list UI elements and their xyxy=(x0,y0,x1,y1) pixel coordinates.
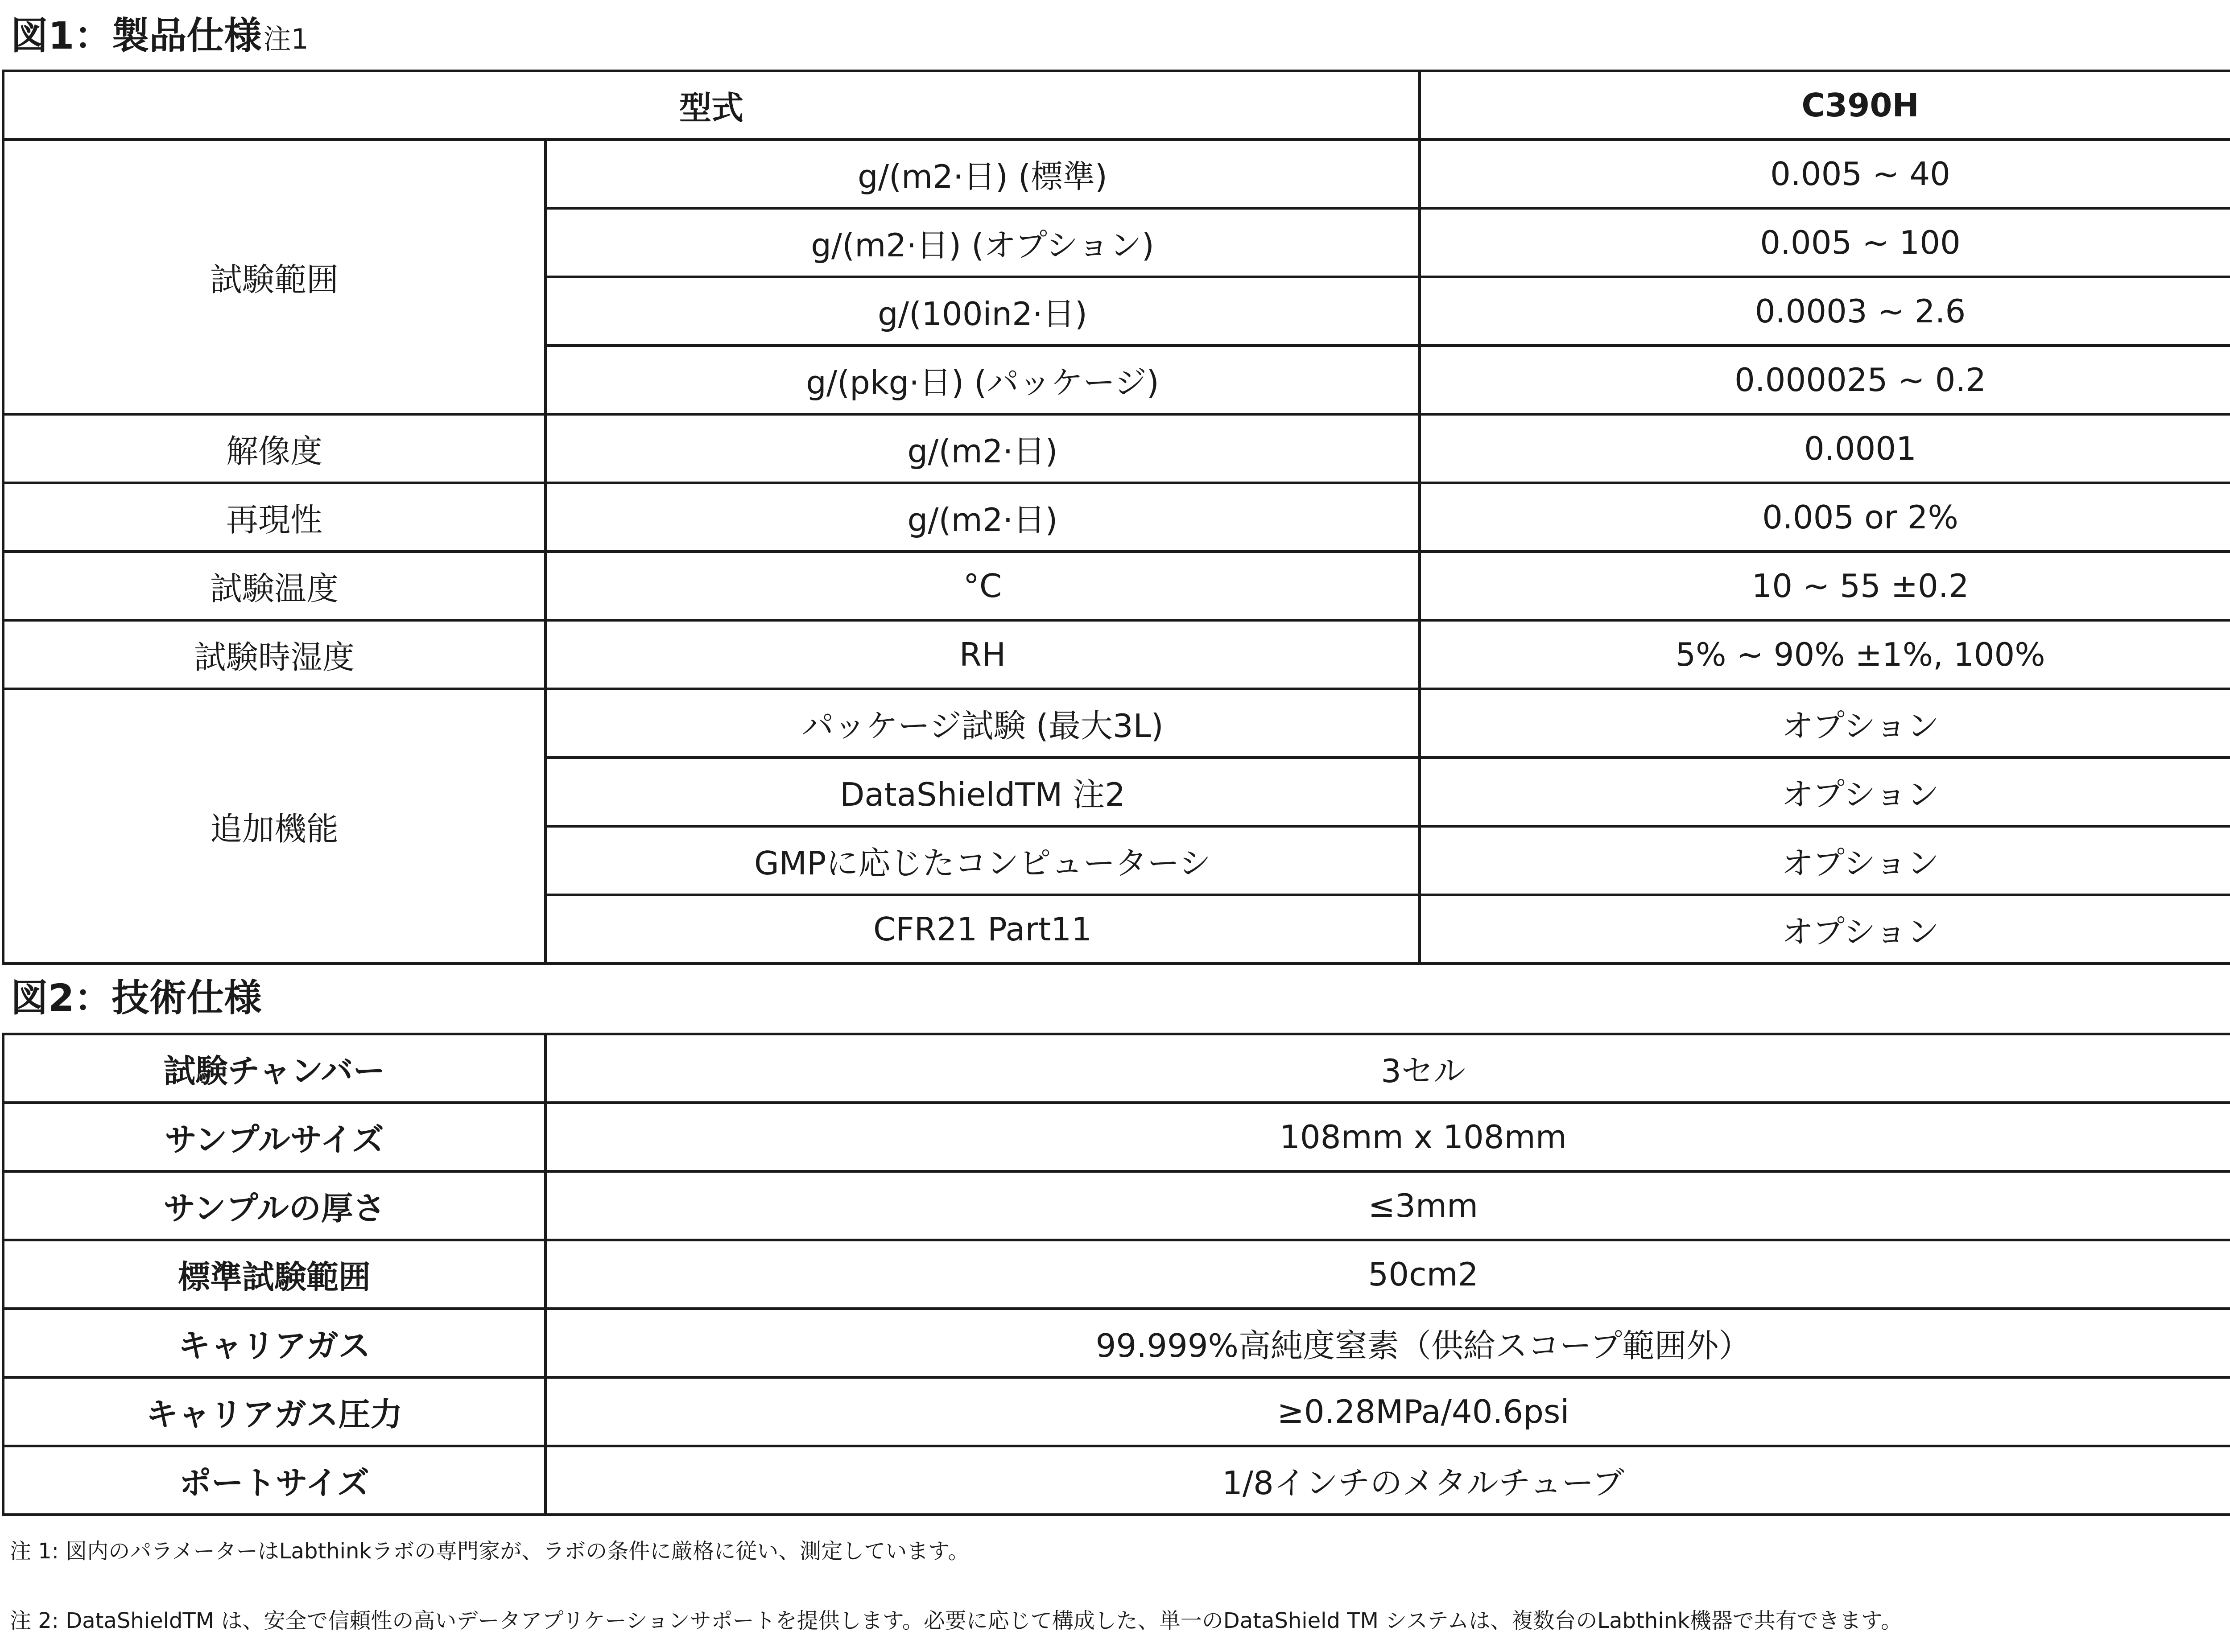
spec-unit: g/(m2·日) xyxy=(545,483,1420,552)
model-label: 型式 xyxy=(3,71,1420,140)
feature-name: CFR21 Part11 xyxy=(545,895,1420,964)
feature-value: オプション xyxy=(1420,758,2230,826)
tech-label: サンプルの厚さ xyxy=(3,1171,545,1240)
footnote-2: 注 2: DataShieldTM は、安全で信頼性の高いデータアプリケーションサポートを提供します。必要に応じて構成した、単一のDataShield TM システムは、複数台のLabthink機器で共有できます。 xyxy=(10,1608,1902,1633)
figure1-title xyxy=(11,14,309,58)
table-row xyxy=(3,1377,2230,1446)
table-row xyxy=(3,552,2230,620)
spec-value: 0.005 or 2% xyxy=(1420,483,2230,552)
table-row xyxy=(3,1309,2230,1377)
tech-value: 108mm x 108mm xyxy=(545,1103,2230,1171)
product-spec-table xyxy=(2,70,2230,965)
footnote-1: 注 1: 図内のパラメーターはLabthinkラボの専門家が、ラボの条件に厳格に従い、測定しています。 xyxy=(10,1539,970,1564)
tech-label: ポートサイズ xyxy=(3,1446,545,1515)
spec-label: 試験時湿度 xyxy=(3,620,545,689)
feature-value: オプション xyxy=(1420,689,2230,758)
tech-value: ≥0.28MPa/40.6psi xyxy=(545,1377,2230,1446)
table-row xyxy=(3,71,2230,140)
spec-label: 再現性 xyxy=(3,483,545,552)
range-label: 試験範囲 xyxy=(3,140,545,414)
tech-value: ≤3mm xyxy=(545,1171,2230,1240)
table-row xyxy=(3,414,2230,483)
tech-label: キャリアガス xyxy=(3,1309,545,1377)
range-unit: g/(100in2·日) xyxy=(545,277,1420,346)
tech-label: 標準試験範囲 xyxy=(3,1240,545,1309)
spec-unit: g/(m2·日) xyxy=(545,414,1420,483)
spec-label: 解像度 xyxy=(3,414,545,483)
figure1-title-text: 図1：製品仕様 xyxy=(11,14,262,58)
table-row xyxy=(3,1446,2230,1515)
feature-name: DataShieldTM 注2 xyxy=(545,758,1420,826)
tech-value: 50cm2 xyxy=(545,1240,2230,1309)
table-row xyxy=(3,1103,2230,1171)
range-value: 0.0003 ~ 2.6 xyxy=(1420,277,2230,346)
tech-label: サンプルサイズ xyxy=(3,1103,545,1171)
range-value: 0.000025 ~ 0.2 xyxy=(1420,346,2230,414)
feature-value: オプション xyxy=(1420,895,2230,964)
spec-value: 0.0001 xyxy=(1420,414,2230,483)
range-value: 0.005 ~ 40 xyxy=(1420,140,2230,208)
table-row xyxy=(3,1034,2230,1103)
figure1-title-note: 注1 xyxy=(263,23,309,55)
spec-value: 10 ~ 55 ±0.2 xyxy=(1420,552,2230,620)
tech-value: 99.999%高純度窒素（供給スコープ範囲外） xyxy=(545,1309,2230,1377)
table-row xyxy=(3,1240,2230,1309)
table-row xyxy=(3,689,2230,758)
model-value: C390H xyxy=(1420,71,2230,140)
range-unit: g/(m2·日) (オプション) xyxy=(545,208,1420,277)
spec-unit: °C xyxy=(545,552,1420,620)
table-row xyxy=(3,1171,2230,1240)
feature-name: パッケージ試験 (最大3L) xyxy=(545,689,1420,758)
technical-spec-table xyxy=(2,1033,2230,1516)
tech-label: キャリアガス圧力 xyxy=(3,1377,545,1446)
range-unit: g/(pkg·日) (パッケージ) xyxy=(545,346,1420,414)
feature-name: GMPに応じたコンピューターシ xyxy=(545,826,1420,895)
feature-value: オプション xyxy=(1420,826,2230,895)
spec-label: 試験温度 xyxy=(3,552,545,620)
figure2-title: 図2：技術仕様 xyxy=(11,976,262,1020)
tech-label: 試験チャンバー xyxy=(3,1034,545,1103)
tech-value: 1/8インチのメタルチューブ xyxy=(545,1446,2230,1515)
table-row xyxy=(3,620,2230,689)
tech-value: 3セル xyxy=(545,1034,2230,1103)
features-label: 追加機能 xyxy=(3,689,545,964)
spec-value: 5% ~ 90% ±1%, 100% xyxy=(1420,620,2230,689)
spec-unit: RH xyxy=(545,620,1420,689)
range-value: 0.005 ~ 100 xyxy=(1420,208,2230,277)
range-unit: g/(m2·日) (標準) xyxy=(545,140,1420,208)
table-row xyxy=(3,483,2230,552)
table-row xyxy=(3,140,2230,208)
